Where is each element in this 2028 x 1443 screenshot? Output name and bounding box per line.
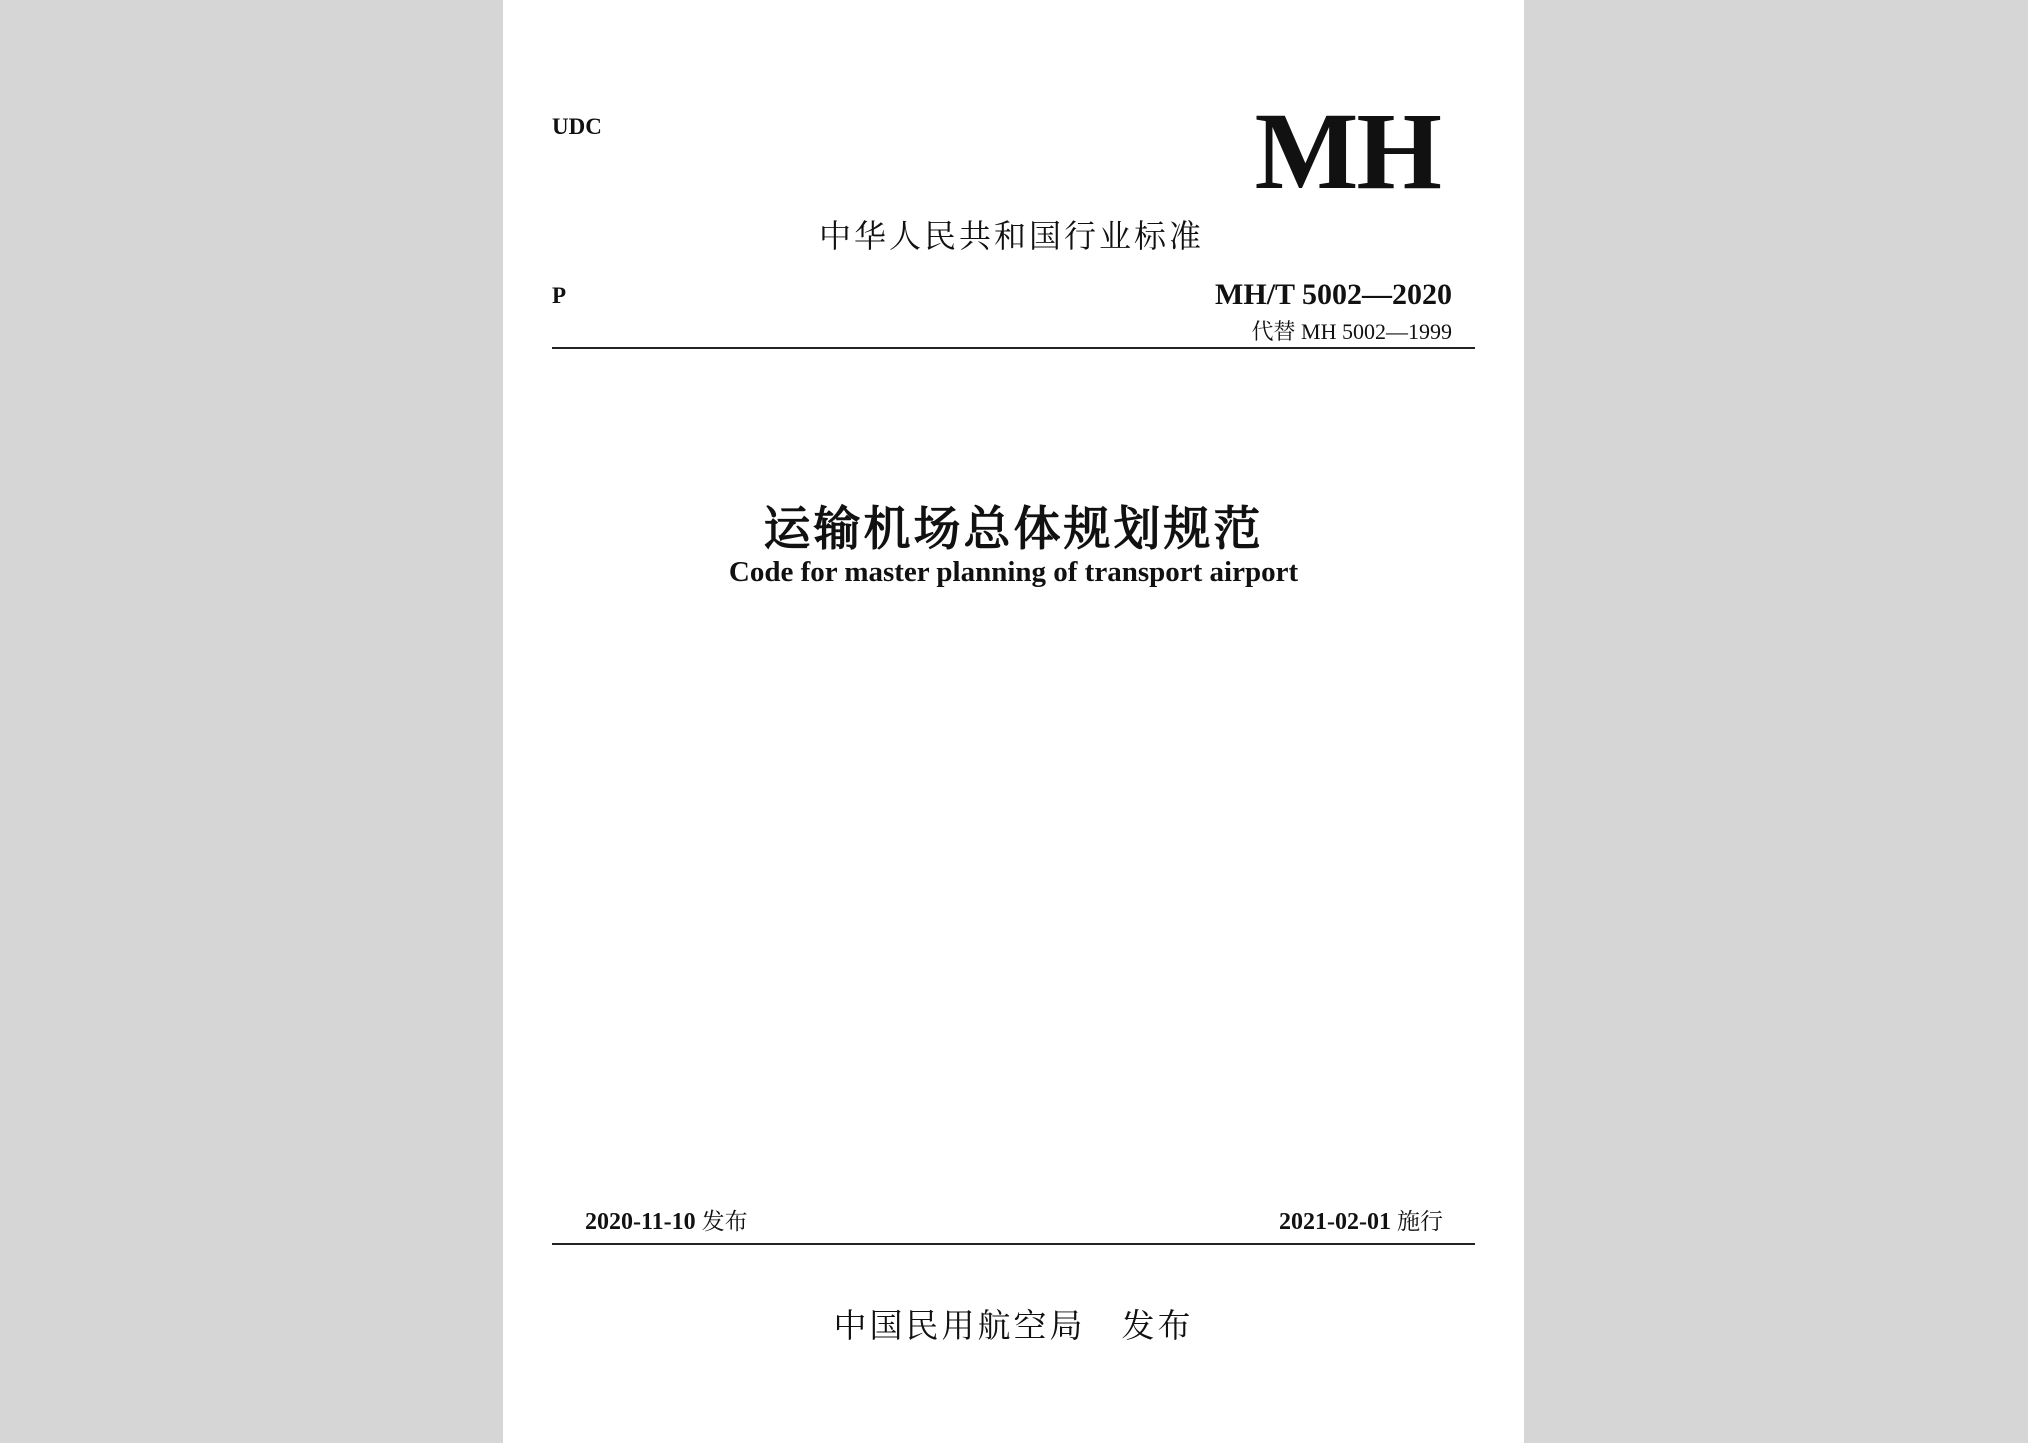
mh-logo: MH <box>1254 90 1440 212</box>
publisher-line <box>503 1300 1524 1347</box>
document-title-chinese: 运输机场总体规划规范 <box>763 502 1264 557</box>
effective-date-line <box>1279 1203 1443 1236</box>
top-divider <box>552 347 1475 349</box>
issue-date: 2020-11-10 <box>585 1209 696 1235</box>
issue-label: 发布 <box>701 1209 748 1235</box>
udc-label: UDC <box>552 114 602 139</box>
document-page <box>503 0 1524 1443</box>
standard-kind: 中华人民共和国行业标准 <box>819 217 1205 255</box>
issue-date-line <box>585 1203 748 1236</box>
document-title-english: Code for master planning of transport airport <box>728 556 1299 588</box>
effective-date: 2021-02-01 <box>1279 1209 1391 1235</box>
publisher-action: 发布 <box>1121 1306 1194 1345</box>
bottom-divider <box>552 1243 1475 1245</box>
effective-label: 施行 <box>1397 1209 1443 1235</box>
classification-code: P <box>552 283 567 308</box>
replaces-standard: 代替 MH 5002—1999 <box>1251 319 1452 344</box>
publisher-name: 中国民用航空局 <box>833 1306 1086 1345</box>
standard-number: MH/T 5002—2020 <box>1215 278 1452 311</box>
